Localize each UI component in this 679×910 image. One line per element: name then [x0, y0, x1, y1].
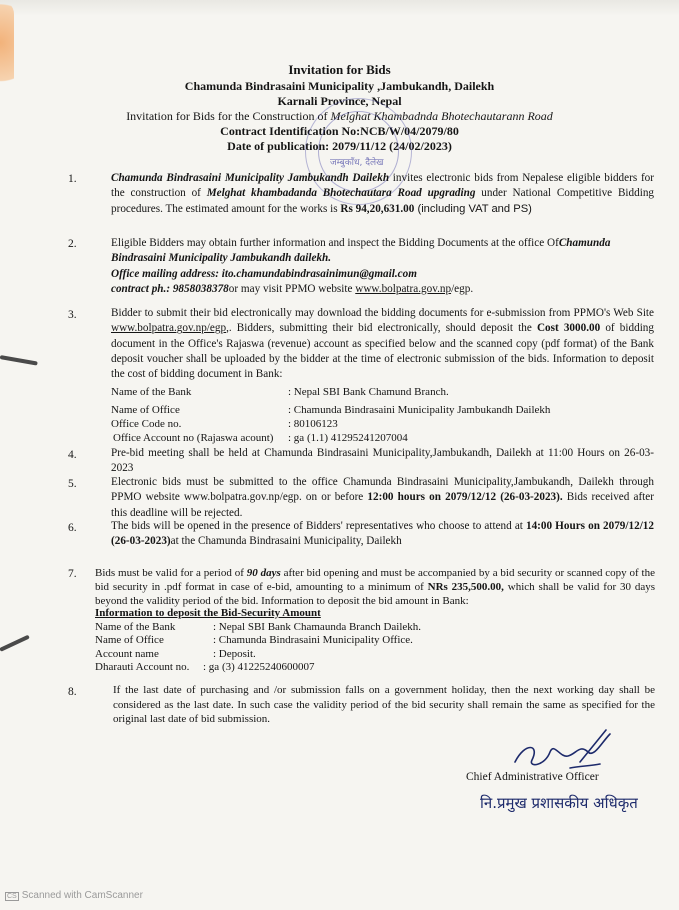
- item-2-office: Chamunda Bindrasaini Municipality Jambukandh dailekh.: [111, 237, 611, 265]
- bank1-label-1: Name of Office: [111, 404, 180, 416]
- item-1-project: Melghat khambadanda Bhotechautara Road upgrading: [206, 187, 476, 200]
- bank1-label-3: Office Account no (Rajaswa acount): [113, 432, 274, 444]
- item-8-text: If the last date of purchasing and /or submission falls on a government holiday, then the next working day shall be considered as the last date. In such case the validity period of the bid security shall remain the same as specified for the original last date of bid submission.: [113, 684, 655, 725]
- bank2-value-1: : Chamunda Bindrasaini Municipality Office.: [213, 634, 413, 646]
- item-3-number: 3.: [68, 309, 77, 321]
- item-6-body: The bids will be opened in the presence of Bidders' representatives who choose to attend at: [111, 520, 526, 532]
- item-3-body-3: of bidding document in the Office's Rajaswa (revenue) account as specified below and the scanned copy (pdf format) of the Bank deposit voucher shall be uploaded by the bidder at the time of electronic submission of the bids. Information to deposit the cost of bidding document in Bank:: [111, 322, 654, 381]
- item-3-body: Bidder to submit their bid electronically may download the bidding documents for e-submission from PPMO's Web Site: [111, 307, 654, 319]
- item-3-body-2: ,. Bidders, submitting their bid electronically, should deposit the: [226, 322, 537, 335]
- item-7-body-2: after bid opening and must be accompanied by a bid security or scanned copy of the bid security in .pdf format in case of e-bid, amounting to a minimum of: [95, 567, 655, 594]
- item-1-body-2: under National Competitive Bidding procedures. The estimated amount for the works is: [111, 187, 655, 215]
- bank2-value-2: : Deposit.: [213, 648, 256, 660]
- bank2-label-1: Name of Office: [95, 634, 164, 646]
- bank1-value-2: : 80106123: [288, 418, 338, 430]
- signatory-title: Chief Administrative Officer: [466, 771, 599, 783]
- item-7-validity: 90 days: [246, 567, 281, 579]
- item-5-deadline: 12:00 hours on 2079/12/12 (26-03-2023).: [367, 491, 563, 504]
- bank2-label-0: Name of the Bank: [95, 621, 176, 633]
- bank1-value-0: : Nepal SBI Bank Chamund Branch.: [288, 386, 449, 398]
- item-2-number: 2.: [68, 238, 77, 250]
- bank1-label-2: Office Code no.: [111, 418, 182, 430]
- bank1-value-3: : ga (1.1) 41295241207004: [288, 432, 408, 444]
- item-6-body-2: at the Chamunda Bindrasaini Municipality, Dailekh: [170, 535, 402, 548]
- item-2-text: [111, 236, 654, 297]
- header-invitation-prefix: Invitation for Bids for the Construction of: [126, 109, 331, 123]
- publication-date: Date of publication: 2079/11/12 (24/02/2023): [227, 139, 452, 153]
- item-7-body-3: which shall be valid for 30 days beyond the validity period of the bid. Information to deposit the bid amount in Bank:: [95, 581, 655, 608]
- item-1-body: invites electronic bids from Nepalese eligible bidders for the construction of: [111, 172, 655, 200]
- item-2-phone: contract ph.: 9858038378: [111, 282, 229, 295]
- document-title: Invitation for Bids: [288, 62, 391, 77]
- bank2-label-2: Account name: [95, 648, 159, 660]
- header-road-name: Melghat Khambadnda Bhotechautarann Road: [330, 109, 553, 123]
- contract-identification: Contract Identification No:NCB/W/04/2079/80: [220, 124, 459, 138]
- item-6-number: 6.: [68, 522, 77, 534]
- item-7-number: 7.: [68, 568, 77, 580]
- item-6-opening-time: 14:00 Hours on 2079/12/12 (26-03-2023): [111, 520, 654, 548]
- item-3-website-link[interactable]: www.bolpatra.gov.np/egp: [111, 322, 227, 335]
- item-1-text: [111, 171, 654, 217]
- scan-shadow: [0, 0, 679, 16]
- item-1-number: 1.: [68, 173, 77, 185]
- header-province: Karnali Province, Nepal: [277, 94, 402, 108]
- item-2-website-prefix: or may visit PPMO website: [228, 282, 356, 295]
- item-7-security-amount: NRs 235,500.00,: [427, 581, 504, 594]
- camscanner-text: Scanned with CamScanner: [21, 890, 143, 901]
- item-2-body: Eligible Bidders may obtain further information and inspect the Bidding Documents at the office Of: [111, 237, 559, 249]
- camscanner-logo-icon: CS: [7, 893, 17, 900]
- item-8-number: 8.: [68, 686, 77, 698]
- header-municipality: Chamunda Bindrasaini Municipality ,Jambukandh, Dailekh: [184, 79, 495, 93]
- item-4-number: 4.: [68, 449, 77, 461]
- item-1-vat-note: (including VAT and PS): [414, 202, 532, 215]
- binder-clip-mark-lower: [0, 635, 30, 652]
- item-5-text: [111, 475, 654, 521]
- bank1-label-0: Name of the Bank: [111, 386, 192, 398]
- item-3-text: [111, 306, 654, 382]
- bank1-value-1: : Chamunda Bindrasaini Municipality Jambukandh Dailekh: [288, 404, 551, 416]
- bank2-value-3: : ga (3) 41225240600007: [203, 661, 315, 673]
- item-6-text: [111, 519, 654, 550]
- camscanner-watermark: [5, 890, 143, 901]
- item-7-body: Bids must be valid for a period of: [95, 567, 247, 579]
- item-1-municipality: Chamunda Bindrasaini Municipality Jambukandh Dailekh: [111, 172, 390, 184]
- item-1-estimate: Rs 94,20,631.00: [340, 202, 415, 215]
- binder-clip-mark: [0, 355, 38, 366]
- item-5-number: 5.: [68, 478, 77, 490]
- item-2-email: Office mailing address: ito.chamundabindrasainimun@gmail.com: [111, 267, 417, 280]
- office-seal-text: जम्बुकाँध, दैलेख: [330, 158, 384, 168]
- item-2-website-link[interactable]: www.bolpatra.gov.np: [355, 282, 452, 295]
- bid-security-heading: Information to deposit the Bid-Security Amount: [95, 607, 321, 619]
- bank2-value-0: : Nepal SBI Bank Chamaunda Branch Dailekh.: [213, 621, 422, 633]
- item-2-website-suffix: /egp.: [451, 282, 474, 295]
- item-4-text: Pre-bid meeting shall be held at Chamunda Bindrasaini Municipality,Jambukandh, Dailekh at 11:00 Hours on 26-03-2023: [111, 447, 654, 475]
- item-7-text: [95, 566, 655, 609]
- item-5-body: Electronic bids must be submitted to the office Chamunda Bindrasaini Municipality,Jambukandh, Dailekh through PPMO website www.bolpatra.gov.np/egp. on or before: [111, 476, 654, 504]
- item-5-body-2: Bids received after this deadline will be rejected.: [111, 491, 654, 519]
- bank2-label-3: Dharauti Account no.: [95, 661, 190, 673]
- item-3-cost: Cost 3000.00: [536, 322, 601, 335]
- signatory-title-nepali: नि.प्रमुख प्रशासकीय अधिकृत: [480, 794, 638, 812]
